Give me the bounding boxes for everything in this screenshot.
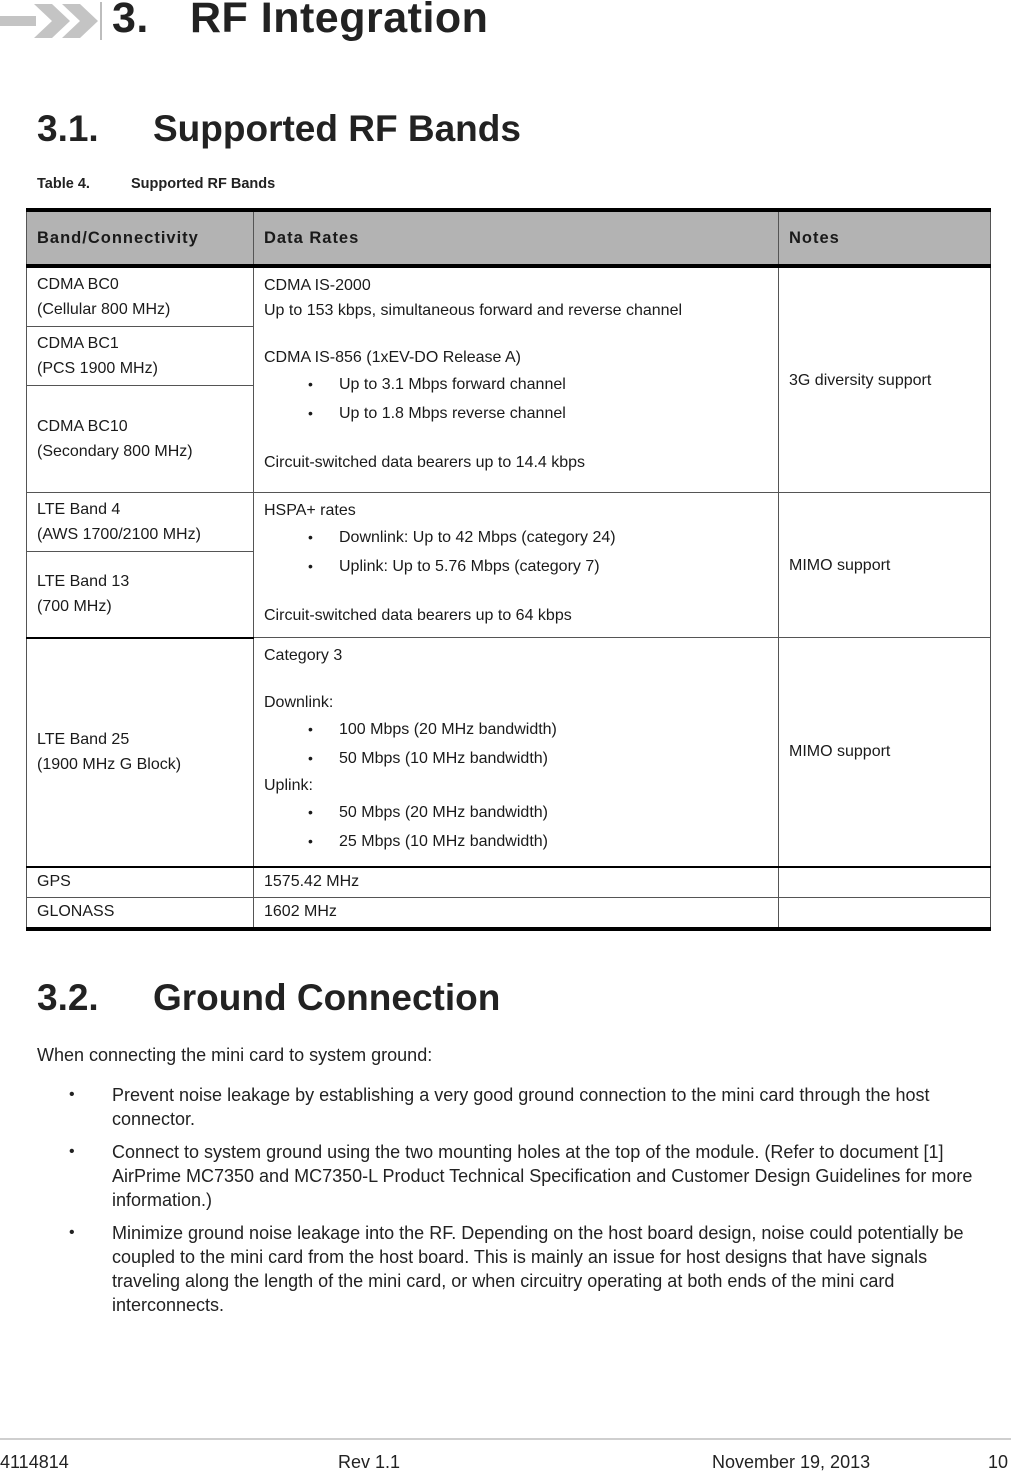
table-caption-title: Supported RF Bands (131, 176, 276, 192)
rates-bullet-list (264, 523, 768, 581)
data-rates-cell (254, 493, 779, 638)
footer-date: November 19, 2013 (712, 1452, 871, 1472)
chapter-title (112, 0, 488, 43)
section-number: 3.2. (37, 977, 99, 1018)
table-row (27, 638, 991, 867)
ground-bullet-list (37, 1083, 982, 1326)
footer-revision: Rev 1.1 (338, 1452, 401, 1472)
rates-text: CDMA IS-2000 (264, 277, 371, 294)
section-number: 3.1. (37, 108, 99, 149)
notes-cell: 3G diversity support (779, 266, 991, 493)
ground-intro-text: When connecting the mini card to system ground: (37, 1045, 433, 1065)
table-row (27, 867, 991, 898)
data-rates-cell (254, 266, 779, 493)
column-header-band: Band/Connectivity (27, 210, 254, 266)
data-rates-cell (254, 638, 779, 867)
list-item: • Minimize ground noise leakage into the RF. Depending on the host board design, noise could potentially be coupled to the mini card from the host board. This is mainly an issue for host designs that have signals traveling along the length of the mini card, or when circuitry operating at both ends of the mini card interconnects. (37, 1221, 982, 1317)
band-cell: GPS (27, 867, 254, 898)
rates-text: CDMA IS-856 (1xEV-DO Release A) (264, 349, 521, 366)
rates-text: Circuit-switched data bearers up to 14.4 kbps (264, 454, 586, 471)
list-item: • Up to 1.8 Mbps reverse channel (264, 399, 768, 428)
band-detail: (Secondary 800 MHz) (37, 443, 193, 460)
rates-text: Circuit-switched data bearers up to 64 kbps (264, 607, 572, 624)
band-detail: (PCS 1900 MHz) (37, 360, 158, 377)
band-name: CDMA BC1 (37, 335, 119, 352)
band-cell (27, 266, 254, 327)
notes-cell (779, 867, 991, 898)
list-item: • 100 Mbps (20 MHz bandwidth) (264, 715, 768, 744)
chapter-arrow-logo (0, 2, 102, 40)
chapter-number: 3. (112, 0, 149, 42)
section-title: Supported RF Bands (153, 108, 521, 149)
band-detail: (700 MHz) (37, 598, 112, 616)
band-cell (27, 552, 254, 638)
list-item: • Connect to system ground using the two mounting holes at the top of the module. (Refer to document [1] AirPrime MC7350 and MC7350-L Product Technical Specification and Customer Design Guidelines for more information.) (37, 1140, 982, 1212)
list-item: • 25 Mbps (10 MHz bandwidth) (264, 827, 768, 856)
list-item: • 50 Mbps (20 MHz bandwidth) (264, 798, 768, 827)
band-detail: (Cellular 800 MHz) (37, 301, 171, 318)
rates-bullet-list (264, 715, 768, 773)
data-rates-cell: 1575.42 MHz (254, 867, 779, 898)
band-cell (27, 386, 254, 493)
band-cell (27, 638, 254, 867)
notes-cell (779, 898, 991, 929)
section-heading-supported-rf-bands (37, 108, 521, 150)
rates-text: Uplink: (264, 777, 313, 794)
rf-bands-table (26, 208, 991, 931)
rates-text: Up to 153 kbps, simultaneous forward and reverse channel (264, 302, 683, 319)
section-heading-ground-connection (37, 977, 500, 1019)
rates-text: Category 3 (264, 647, 343, 664)
notes-cell: MIMO support (779, 493, 991, 638)
band-name: LTE Band 13 (37, 573, 130, 591)
chapter-title-text: RF Integration (190, 0, 489, 42)
column-header-notes: Notes (779, 210, 991, 266)
rates-bullet-list (264, 370, 768, 428)
list-item: • 50 Mbps (10 MHz bandwidth) (264, 744, 768, 773)
rates-text: Downlink: (264, 694, 334, 711)
table-header-row (27, 210, 991, 266)
band-name: LTE Band 25 (37, 731, 130, 748)
footer-page-number: 10 (988, 1452, 1009, 1472)
footer-divider (0, 1438, 1011, 1440)
rates-bullet-list (264, 798, 768, 856)
table-caption (37, 176, 275, 192)
footer-doc-number: 4114814 (0, 1452, 69, 1472)
column-header-data-rates: Data Rates (254, 210, 779, 266)
section-title: Ground Connection (153, 977, 501, 1018)
table-row (27, 493, 991, 552)
list-item: • Downlink: Up to 42 Mbps (category 24) (264, 523, 768, 552)
band-detail: (1900 MHz G Block) (37, 756, 182, 773)
rates-text: HSPA+ rates (264, 502, 356, 519)
data-rates-cell: 1602 MHz (254, 898, 779, 929)
band-cell: GLONASS (27, 898, 254, 929)
table-caption-number: Table 4. (37, 176, 90, 192)
table-row (27, 266, 991, 327)
band-cell (27, 493, 254, 552)
band-detail: (AWS 1700/2100 MHz) (37, 526, 201, 543)
list-item: • Up to 3.1 Mbps forward channel (264, 370, 768, 399)
list-item: • Prevent noise leakage by establishing a very good ground connection to the mini card through the host connector. (37, 1083, 982, 1131)
band-name: CDMA BC0 (37, 276, 119, 293)
band-cell (27, 327, 254, 386)
band-name: CDMA BC10 (37, 418, 128, 435)
notes-cell: MIMO support (779, 638, 991, 867)
band-name: LTE Band 4 (37, 501, 121, 518)
list-item: • Uplink: Up to 5.76 Mbps (category 7) (264, 552, 768, 581)
table-row (27, 898, 991, 929)
